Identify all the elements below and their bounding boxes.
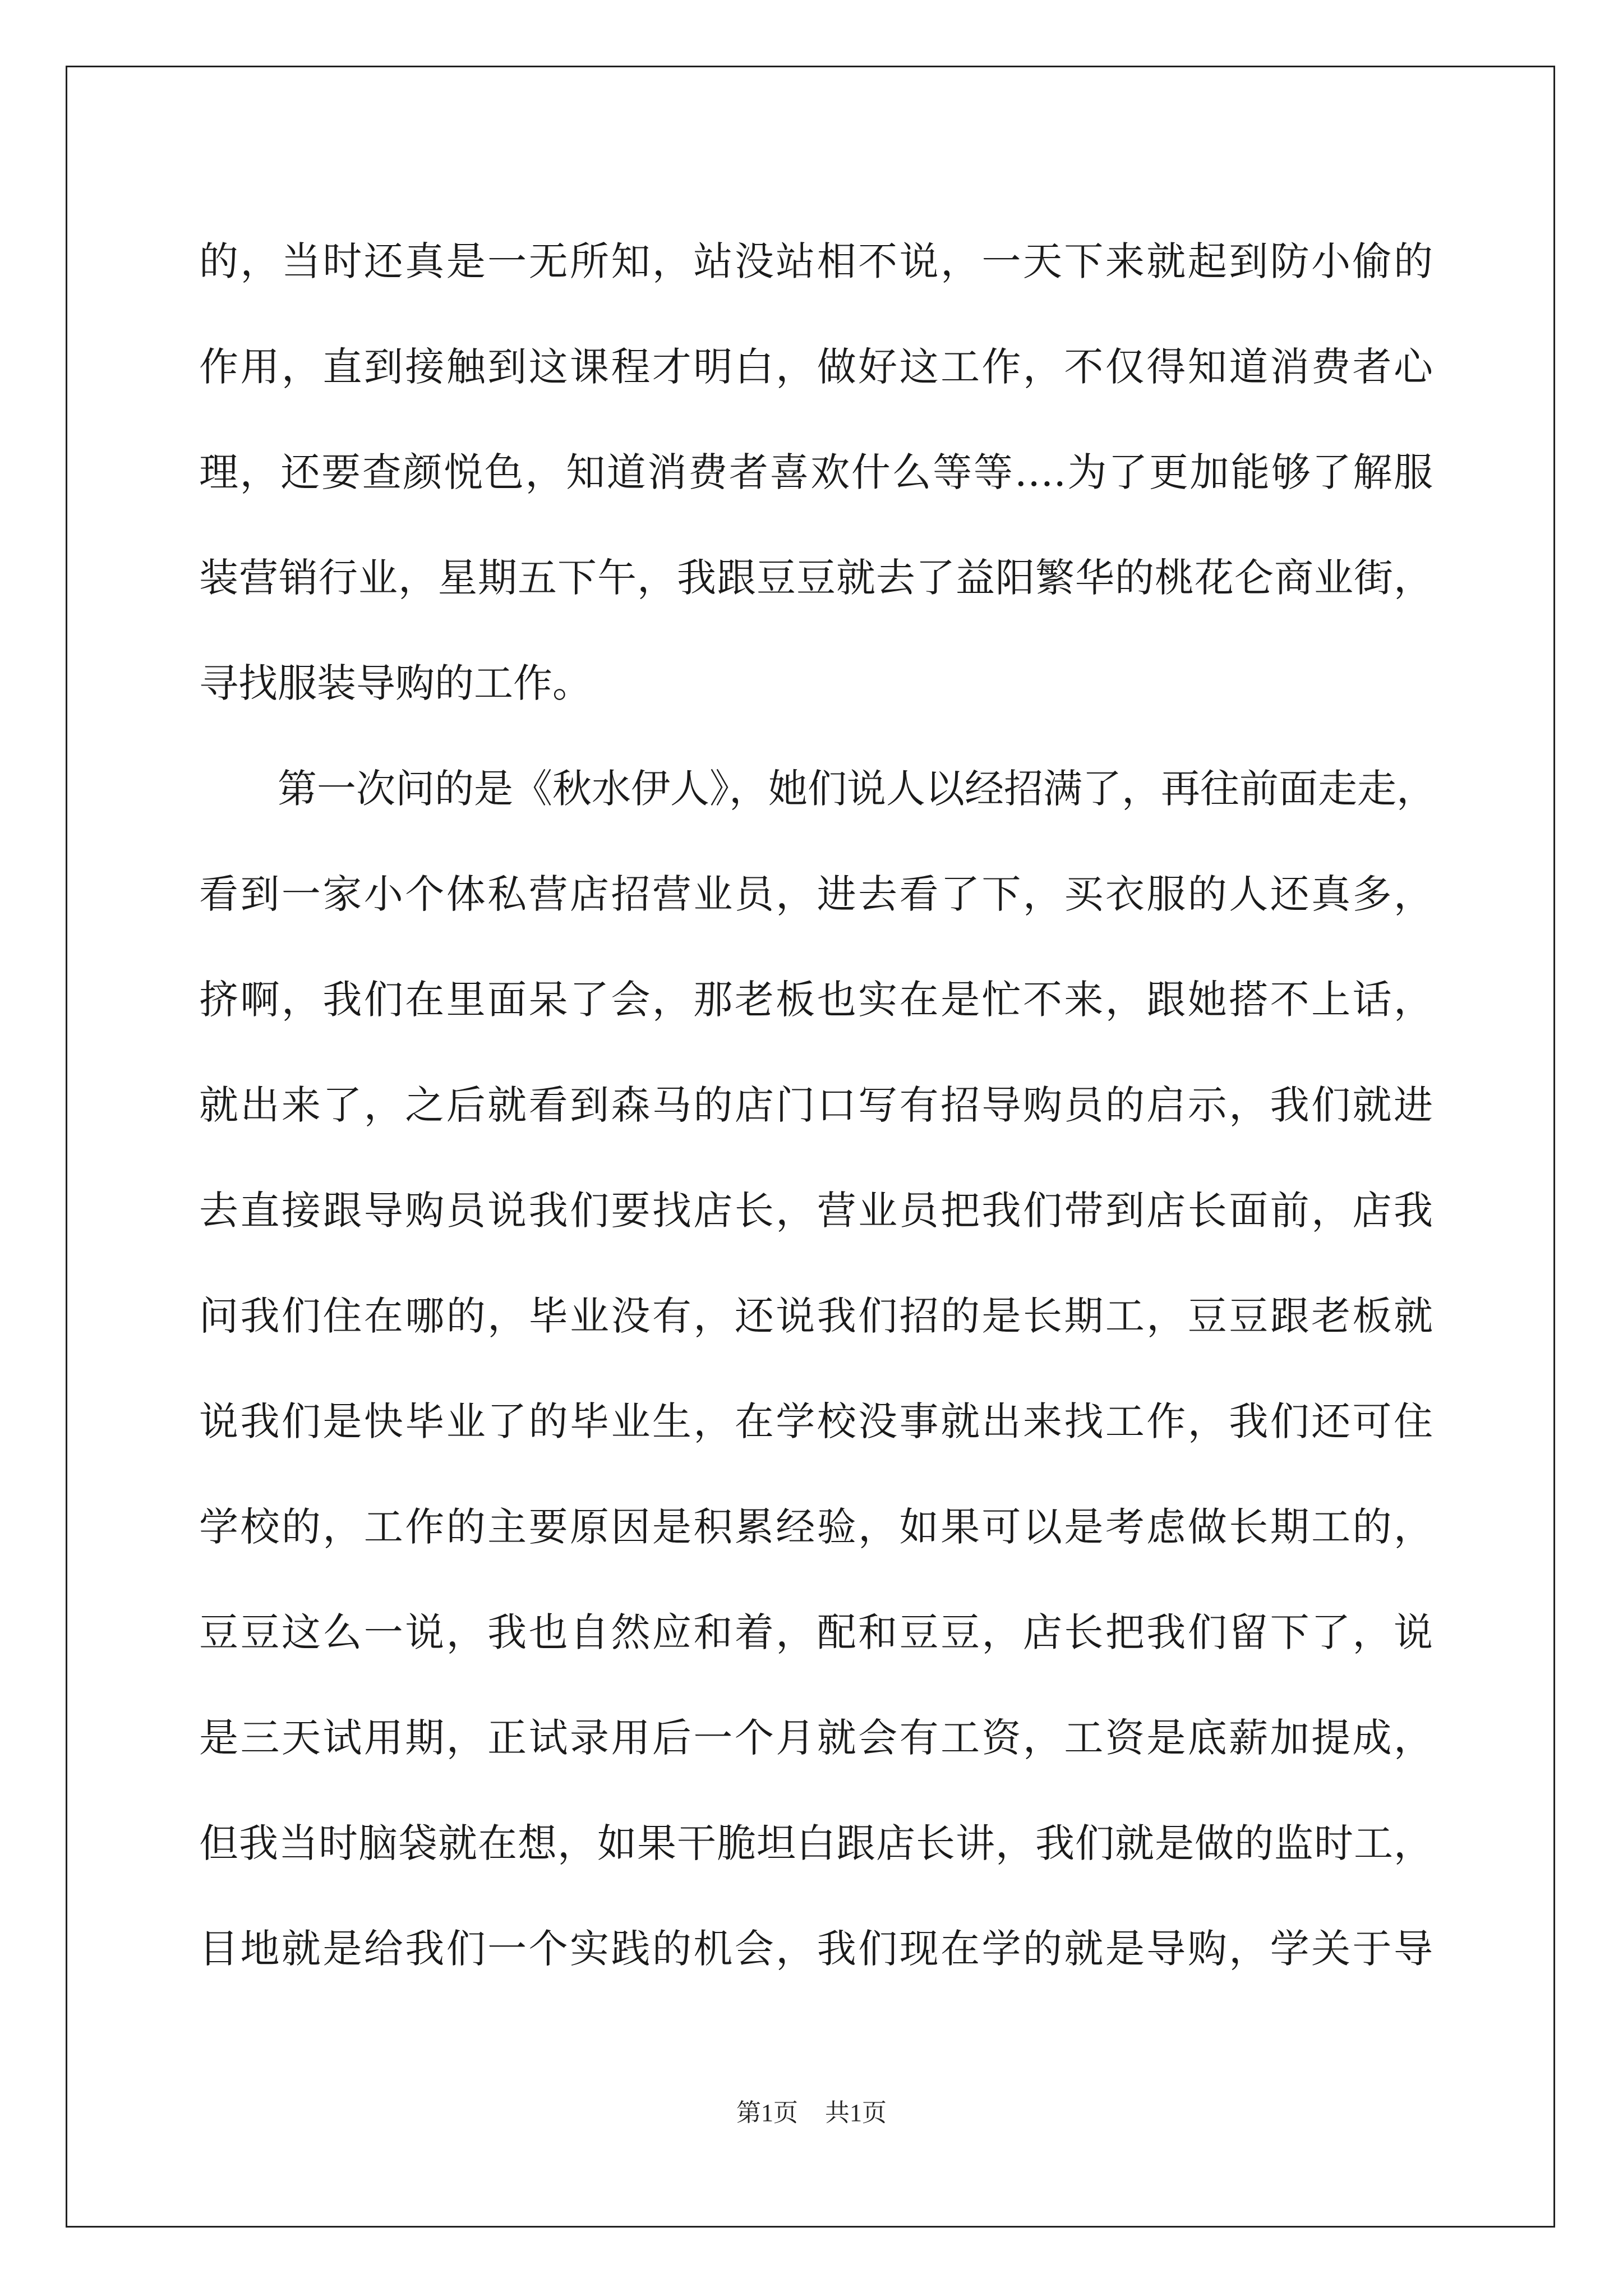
text-line: 第一次问的是《秋水伊人》，她们说人以经招满了，再往前面走走， [278, 766, 1436, 812]
document-body [199, 209, 1436, 2001]
text-line: 问我们住在哪的，毕业没有，还说我们招的是长期工，豆豆跟老板就 [199, 1293, 1433, 1339]
text-line: 就出来了，之后就看到森马的店门口写有招导购员的启示，我们就进 [199, 1082, 1433, 1128]
text-line: 的，当时还真是一无所知，站没站相不说，一天下来就起到防小偷的 [199, 238, 1433, 284]
page-footer [0, 2092, 1623, 2128]
text-line: 装营销行业，星期五下午，我跟豆豆就去了益阳繁华的桃花仑商业街， [199, 555, 1433, 601]
text-line: 理，还要查颜悦色，知道消费者喜欢什么等等….为了更加能够了解服 [199, 449, 1433, 495]
page-total: 共1页 [825, 2099, 887, 2127]
text-line: 寻找服装导购的工作。 [199, 660, 592, 706]
text-line: 作用，直到接触到这课程才明白，做好这工作，不仅得知道消费者心 [199, 344, 1433, 390]
page-number: 第1页 [736, 2099, 798, 2127]
text-line: 去直接跟导购员说我们要找店长，营业员把我们带到店长面前，店我 [199, 1188, 1433, 1234]
text-line: 学校的，工作的主要原因是积累经验，如果可以是考虑做长期工的， [199, 1504, 1433, 1550]
text-line: 目地就是给我们一个实践的机会，我们现在学的就是导购，学关于导 [199, 1926, 1433, 1972]
text-line: 豆豆这么一说，我也自然应和着，配和豆豆，店长把我们留下了，说 [199, 1609, 1433, 1655]
text-line: 是三天试用期，正试录用后一个月就会有工资，工资是底薪加提成， [199, 1715, 1433, 1761]
text-line: 但我当时脑袋就在想，如果干脆坦白跟店长讲，我们就是做的监时工， [199, 1820, 1433, 1866]
text-line: 说我们是快毕业了的毕业生，在学校没事就出来找工作，我们还可住 [199, 1398, 1433, 1444]
text-line: 看到一家小个体私营店招营业员，进去看了下，买衣服的人还真多， [199, 871, 1433, 917]
text-line: 挤啊，我们在里面呆了会，那老板也实在是忙不来，跟她搭不上话， [199, 977, 1433, 1023]
